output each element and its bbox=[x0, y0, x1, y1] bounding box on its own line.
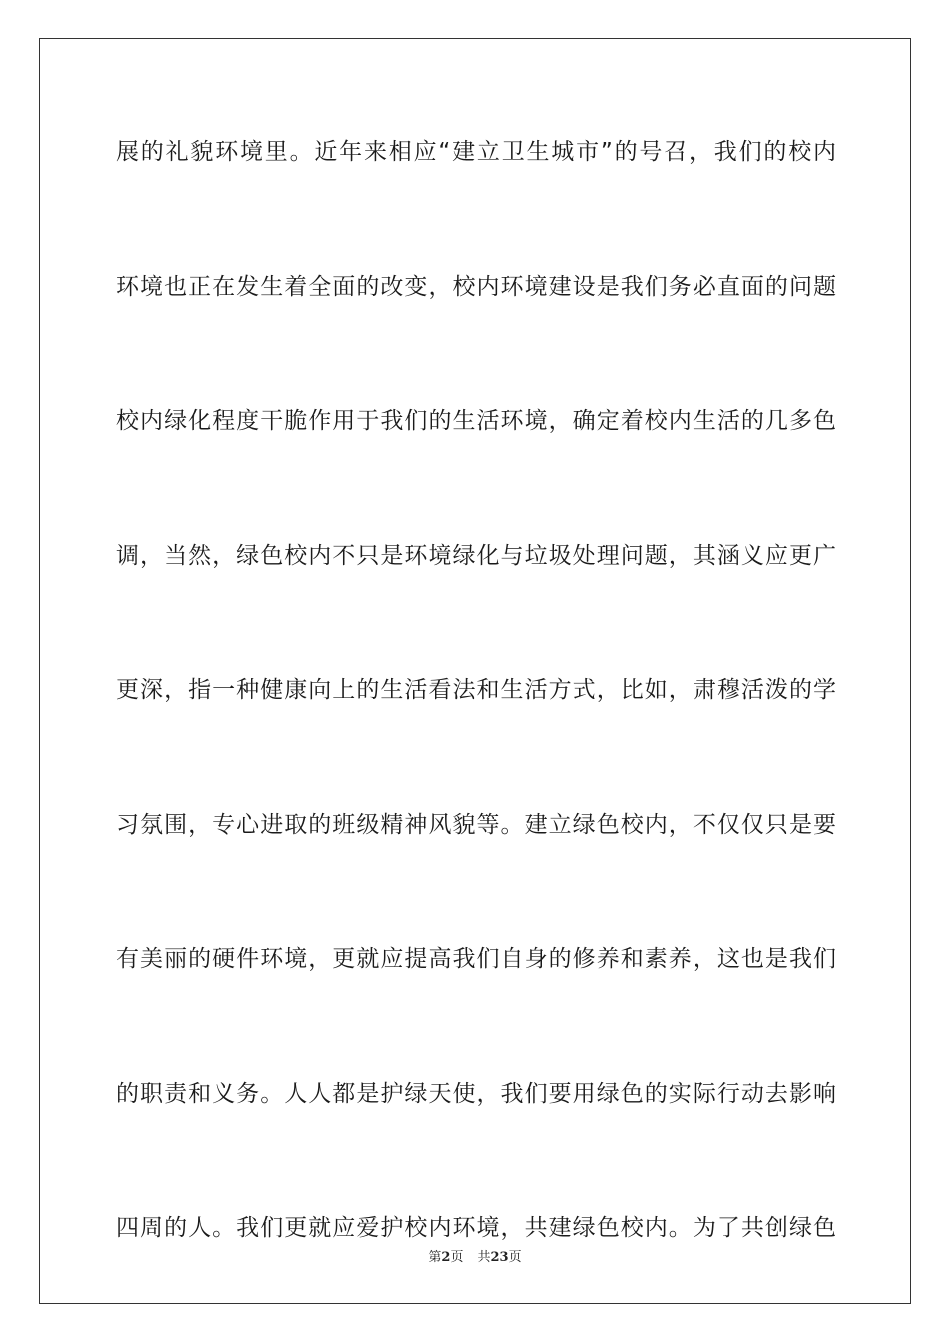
text-line: 有美丽的硬件环境，更就应提高我们自身的修养和素养，这也是我们 bbox=[116, 946, 836, 972]
page-suffix: 页 bbox=[450, 1250, 464, 1265]
text-line: 的职责和义务。人人都是护绿天使，我们要用绿色的实际行动去影响 bbox=[116, 1080, 836, 1107]
text-line: 校内绿化程度干脆作用于我们的生活环境，确定着校内生活的几多色 bbox=[116, 408, 836, 434]
page-footer bbox=[0, 1249, 950, 1267]
text-line: 环境也正在发生着全面的改变，校内环境建设是我们务必直面的问题 bbox=[116, 273, 836, 300]
text-line: 四周的人。我们更就应爱护校内环境，共建绿色校内。为了共创绿色 bbox=[116, 1215, 836, 1241]
total-prefix: 共 bbox=[477, 1250, 491, 1265]
text-line: 习氛围，专心进取的班级精神风貌等。建立绿色校内，不仅仅只是要 bbox=[116, 811, 836, 838]
page-prefix: 第 bbox=[428, 1250, 442, 1265]
text-line: 调，当然，绿色校内不只是环境绿化与垃圾处理问题，其涵义应更广 bbox=[116, 542, 836, 569]
text-line: 展的礼貌环境里。近年来相应“建立卫生城市”的号召，我们的校内 bbox=[116, 139, 836, 165]
document-body bbox=[116, 130, 836, 1341]
total-pages: 23 bbox=[490, 1250, 509, 1265]
text-line: 更深，指一种健康向上的生活看法和生活方式，比如，肃穆活泼的学 bbox=[116, 677, 836, 703]
total-suffix: 页 bbox=[508, 1250, 522, 1265]
page-number: 2 bbox=[441, 1250, 451, 1265]
